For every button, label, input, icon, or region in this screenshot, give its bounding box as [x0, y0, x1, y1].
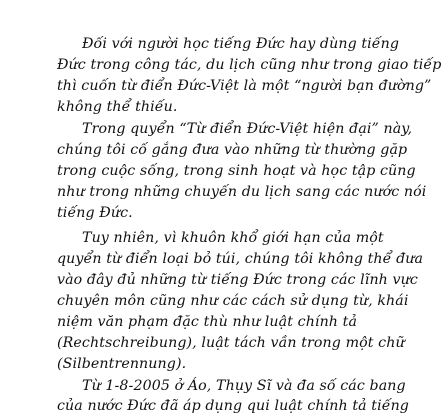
paragraph-3-line-3: vào đây đủ những từ tiếng Đức trong các lĩnh vực: [57, 272, 418, 288]
paragraph-4-line-2: của nước Đức đã áp dụng qui luật chính tả tiếng: [57, 398, 409, 414]
paragraph-1-line-3: thì cuốn từ điển Đức-Việt là một “người bạn đường”: [57, 78, 432, 94]
paragraph-3-line-4: chuyên môn cũng như các cách sử dụng từ, khái: [57, 293, 409, 309]
paragraph-3-line-7: (Silbentrennung).: [57, 356, 187, 372]
paragraph-1-line-4: không thể thiếu.: [57, 99, 178, 115]
paragraph-4-line-1: Từ 1-8-2005 ở Áo, Thụy Sĩ và đa số các bang: [82, 378, 406, 394]
paragraph-3-line-1: Tuy nhiên, vì khuôn khổ giới hạn của một: [82, 230, 384, 246]
paragraph-3-line-6: (Rechtschreibung), luật tách vần trong một chữ: [57, 335, 405, 351]
paragraph-2-line-2: chúng tôi cố gắng đưa vào những từ thường gặp: [57, 142, 408, 158]
paragraph-3-line-5: niệm văn phạm đặc thù như luật chính tả: [57, 314, 358, 330]
paragraph-2-line-4: như trong những chuyến du lịch sang các nước nói: [57, 184, 427, 200]
paragraph-3-line-2: quyển từ điển loại bỏ túi, chúng tôi không thể đưa: [57, 251, 424, 267]
paragraph-1-line-1: Đối với người học tiếng Đức hay dùng tiếng: [82, 36, 400, 52]
paragraph-1-line-2: Đức trong công tác, du lịch cũng như trong giao tiếp: [57, 57, 441, 73]
paragraph-2-line-3: trong cuộc sống, trong sinh hoạt và học tập cũng: [57, 163, 416, 179]
paragraph-2-line-1: Trong quyển “Từ điển Đức-Việt hiện đại” này,: [82, 121, 413, 137]
paragraph-2-line-5: tiếng Đức.: [57, 205, 133, 221]
